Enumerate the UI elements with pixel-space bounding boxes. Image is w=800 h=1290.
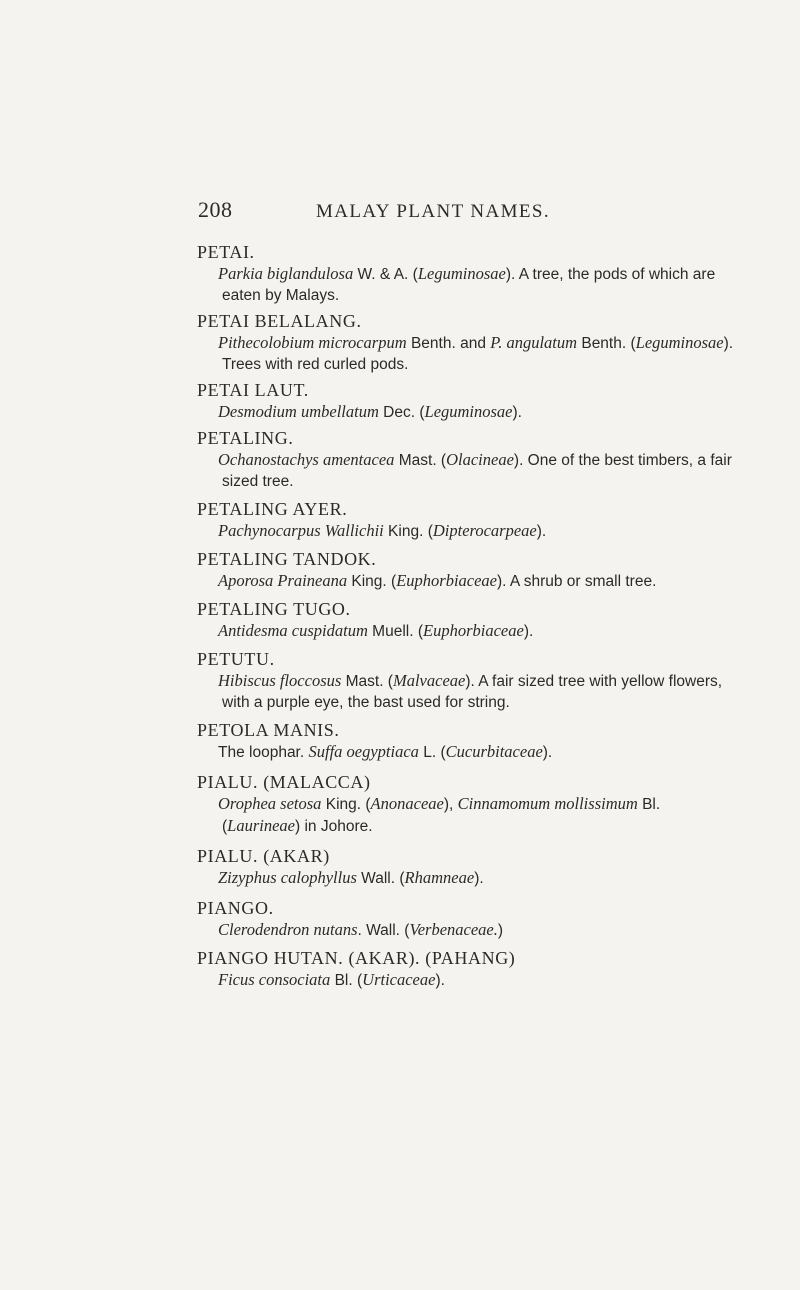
entry-headword: PETOLA MANIS. <box>197 720 340 740</box>
botanical-name: Olacineae <box>446 450 514 469</box>
description-text: ). <box>512 404 522 421</box>
dictionary-entry <box>197 947 737 991</box>
description-text: ). A fair sized tree with yellow flowers, with a purple eye, the bast used for string. <box>222 673 723 711</box>
botanical-name: Dipterocarpeae <box>432 521 537 540</box>
description-text: King. ( <box>347 573 397 590</box>
entry-headword: PIALU. (MALACCA) <box>197 772 371 792</box>
description-text: Bl. ( <box>330 972 363 989</box>
entry-headword: PETAI LAUT. <box>197 380 309 400</box>
botanical-name: Malvaceae <box>392 671 466 690</box>
description-text: ). One of the best timbers, a fair sized tree. <box>222 452 732 490</box>
entry-description <box>197 670 737 713</box>
entry-description <box>197 741 737 763</box>
description-text: Muell. ( <box>367 623 423 640</box>
botanical-name: Laurineae <box>227 816 296 835</box>
botanical-name: Euphorbiaceae <box>423 621 524 640</box>
description-text: Bl. ( <box>222 796 661 835</box>
entry-description <box>197 401 737 423</box>
botanical-name: Ochanostachys amentacea <box>218 450 395 469</box>
entry-headword: PIALU. (AKAR) <box>197 846 330 866</box>
botanical-name: Aporosa Praineana <box>218 571 348 590</box>
entry-description <box>197 263 737 306</box>
description-text: L. ( <box>418 744 446 761</box>
dictionary-entry <box>197 241 737 306</box>
description-text: ). A shrub or small tree. <box>497 573 657 590</box>
dictionary-entry <box>197 379 737 423</box>
botanical-name: Zizyphus calophyllus <box>218 868 357 887</box>
entry-headword: PETALING AYER. <box>197 499 348 519</box>
entry-description <box>197 449 737 492</box>
entry-description <box>197 570 737 592</box>
description-text: King. ( <box>383 523 433 540</box>
entry-list <box>197 241 737 991</box>
description-text: ), <box>443 796 458 813</box>
botanical-name: Leguminosae <box>635 333 724 352</box>
entry-headword: PETALING TANDOK. <box>197 549 377 569</box>
description-text: Benth. and <box>406 335 491 352</box>
dictionary-entry <box>197 648 737 713</box>
description-text: W. & A. ( <box>353 266 418 283</box>
dictionary-entry <box>197 310 737 375</box>
entry-headword: PETAI BELALANG. <box>197 311 362 331</box>
running-title: MALAY PLANT NAMES. <box>316 201 551 222</box>
entry-headword: PETALING. <box>197 428 294 448</box>
botanical-name: Pachynocarpus Wallichii <box>218 521 384 540</box>
entry-description <box>197 969 737 991</box>
botanical-name: Urticaceae <box>362 970 436 989</box>
entry-headword: PIANGO. <box>197 898 274 918</box>
dictionary-entry <box>197 498 737 542</box>
description-text: Wall. ( <box>356 870 405 887</box>
dictionary-entry <box>197 719 737 763</box>
dictionary-entry <box>197 845 737 889</box>
description-text: ). A tree, the pods of which are eaten by Malays. <box>222 266 716 304</box>
entry-description <box>197 919 737 941</box>
botanical-name: Suffa oegyptiaca <box>308 742 419 761</box>
description-text: The loophar. <box>218 744 309 761</box>
botanical-name: Leguminosae <box>424 402 513 421</box>
botanical-name: Cinnamomum mollissimum <box>457 794 638 813</box>
description-text: ) in Johore. <box>295 818 373 835</box>
botanical-name: Orophea setosa <box>218 794 322 813</box>
botanical-name: Rhamneae <box>404 868 475 887</box>
description-text: Dec. ( <box>378 404 425 421</box>
dictionary-entry <box>197 427 737 492</box>
entry-description <box>197 520 737 542</box>
botanical-name: Desmodium umbellatum <box>218 402 379 421</box>
dictionary-entry <box>197 897 737 941</box>
entry-headword: PETAI. <box>197 242 255 262</box>
description-text: ) <box>497 922 504 939</box>
page-number: 208 <box>198 197 233 222</box>
botanical-name: Ficus consociata <box>218 970 331 989</box>
botanical-name: Antidesma cuspidatum <box>218 621 368 640</box>
description-text: ). <box>536 523 547 540</box>
description-text: ). <box>523 623 534 640</box>
description-text: King. ( <box>321 796 371 813</box>
botanical-name: Hibiscus floccosus <box>218 671 342 690</box>
botanical-name: P. angulatum <box>490 333 578 352</box>
dictionary-entry <box>197 771 737 837</box>
botanical-name: Pithecolobium microcarpum <box>218 333 407 352</box>
entry-description <box>197 793 737 837</box>
botanical-name: Leguminosae <box>417 264 506 283</box>
description-text: ). <box>435 972 445 989</box>
description-text: Mast. ( <box>341 673 393 690</box>
entry-description <box>197 620 737 642</box>
description-text: Mast. ( <box>394 452 447 469</box>
description-text: ). Trees with red curled pods. <box>222 335 734 373</box>
description-text: ). <box>474 870 484 887</box>
entry-headword: PIANGO HUTAN. (AKAR). (PAHANG) <box>197 948 516 968</box>
dictionary-entry <box>197 548 737 592</box>
description-text: ). <box>542 744 553 761</box>
botanical-name: Clerodendron nutans <box>218 920 358 939</box>
botanical-name: Euphorbiaceae <box>396 571 498 590</box>
entry-headword: PETUTU. <box>197 649 275 669</box>
description-text: . Wall. ( <box>357 922 410 939</box>
entry-description <box>197 867 737 889</box>
botanical-name: Cucurbitaceae <box>445 742 543 761</box>
entry-headword: PETALING TUGO. <box>197 599 351 619</box>
botanical-name: Verbenaceae. <box>409 920 498 939</box>
entry-description <box>197 332 737 375</box>
dictionary-entry <box>197 598 737 642</box>
botanical-name: Anonaceae <box>370 794 444 813</box>
description-text: Benth. ( <box>577 335 636 352</box>
botanical-name: Parkia biglandulosa <box>218 264 354 283</box>
